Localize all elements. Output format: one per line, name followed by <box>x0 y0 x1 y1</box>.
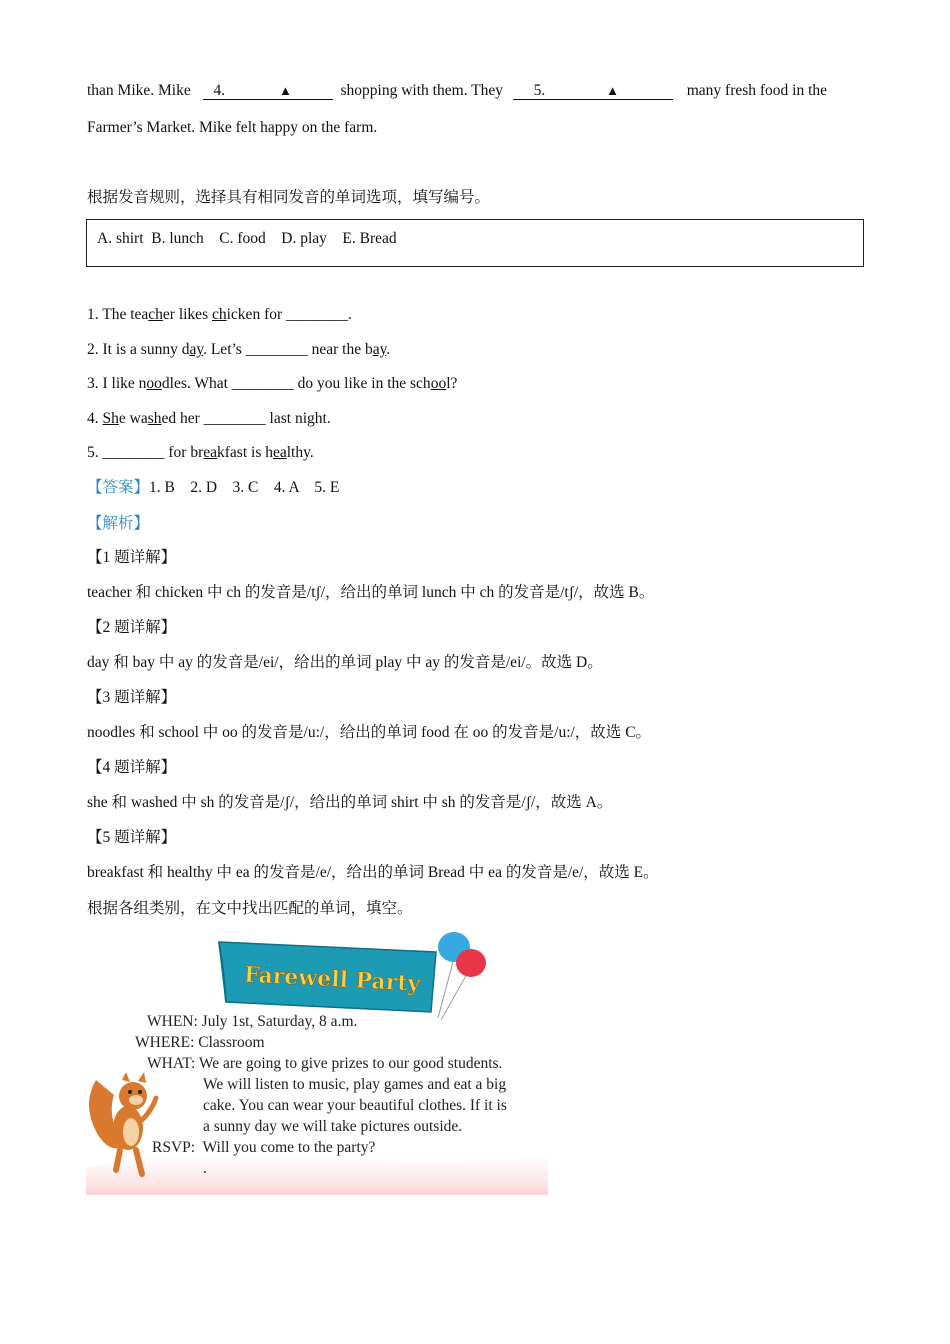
detail-heading-2: 【2 题详解】 <box>87 619 177 636</box>
poster-when: WHEN: July 1st, Saturday, 8 a.m. <box>147 1013 358 1030</box>
answer-line <box>87 478 339 498</box>
triangle-mark: ▲ <box>606 83 620 98</box>
poster-rsvp: RSVP: Will you come to the party? <box>152 1139 376 1156</box>
detail-1: teacher 和 chicken 中 ch 的发音是/tʃ/，给出的单词 lunch 中 ch 的发音是/tʃ/，故选 B。 <box>87 584 655 601</box>
banner-title: Farewell Party <box>243 961 421 997</box>
options-box <box>86 219 864 267</box>
farewell-party-poster <box>86 930 548 1195</box>
answer-text: 1. B 2. D 3. C 4. A 5. E <box>149 479 340 496</box>
answer-label: 【答案】 <box>87 479 150 496</box>
triangle-mark: ▲ <box>278 83 292 98</box>
blank-5[interactable]: 5. ▲ <box>513 83 673 100</box>
analysis-label: 【解析】 <box>87 515 150 532</box>
poster-dot: . <box>203 1160 207 1177</box>
detail-heading-1: 【1 题详解】 <box>87 549 177 566</box>
poster-what-2: We will listen to music, play games and eat a big <box>203 1076 507 1093</box>
detail-heading-4: 【4 题详解】 <box>87 759 177 776</box>
passage-line-2: Farmer’s Market. Mike felt happy on the farm. <box>87 119 378 136</box>
poster-where: WHERE: Classroom <box>135 1034 265 1051</box>
question-4: 4. She washed her ________ last night. <box>87 410 331 427</box>
passage-text: than Mike. Mike <box>87 82 191 99</box>
detail-5: breakfast 和 healthy 中 ea 的发音是/e/，给出的单词 Bread 中 ea 的发音是/e/，故选 E。 <box>87 864 659 881</box>
poster-what-4: a sunny day we will take pictures outside. <box>203 1118 463 1135</box>
passage-text: many fresh food in the <box>686 82 828 99</box>
passage-text: shopping with them. They <box>340 82 503 99</box>
question-3: 3. I like noodles. What ________ do you like in the school? <box>87 375 458 392</box>
question-5: 5. ________ for breakfast is healthy. <box>87 444 314 461</box>
section3-instruction: 根据各组类别，在文中找出匹配的单词，填空。 <box>87 900 413 917</box>
options-text: A. shirt B. lunch C. food D. play E. Bread <box>97 230 397 247</box>
poster-what-1: WHAT: We are going to give prizes to our good students. <box>147 1055 503 1072</box>
section-instruction: 根据发音规则，选择具有相同发音的单词选项，填写编号。 <box>87 189 491 206</box>
passage-line-1 <box>87 81 865 101</box>
balloon-red-icon <box>456 949 486 977</box>
poster-what-3: cake. You can wear your beautiful clothes. If it is <box>203 1097 507 1114</box>
question-1: 1. The teacher likes chicken for ________. <box>87 306 352 323</box>
detail-4: she 和 washed 中 sh 的发音是/ʃ/，给出的单词 shirt 中 sh 的发音是/ʃ/，故选 A。 <box>87 794 613 811</box>
question-2: 2. It is a sunny day. Let’s ________ near the bay. <box>87 341 391 358</box>
detail-3: noodles 和 school 中 oo 的发音是/u:/，给出的单词 food 在 oo 的发音是/u:/，故选 C。 <box>87 724 652 741</box>
detail-heading-3: 【3 题详解】 <box>87 689 177 706</box>
detail-heading-5: 【5 题详解】 <box>87 829 177 846</box>
blank-4[interactable]: 4. ▲ <box>203 83 333 100</box>
squirrel-icon <box>89 1072 156 1174</box>
detail-2: day 和 bay 中 ay 的发音是/ei/，给出的单词 play 中 ay 的发音是/ei/。故选 D。 <box>87 654 603 671</box>
